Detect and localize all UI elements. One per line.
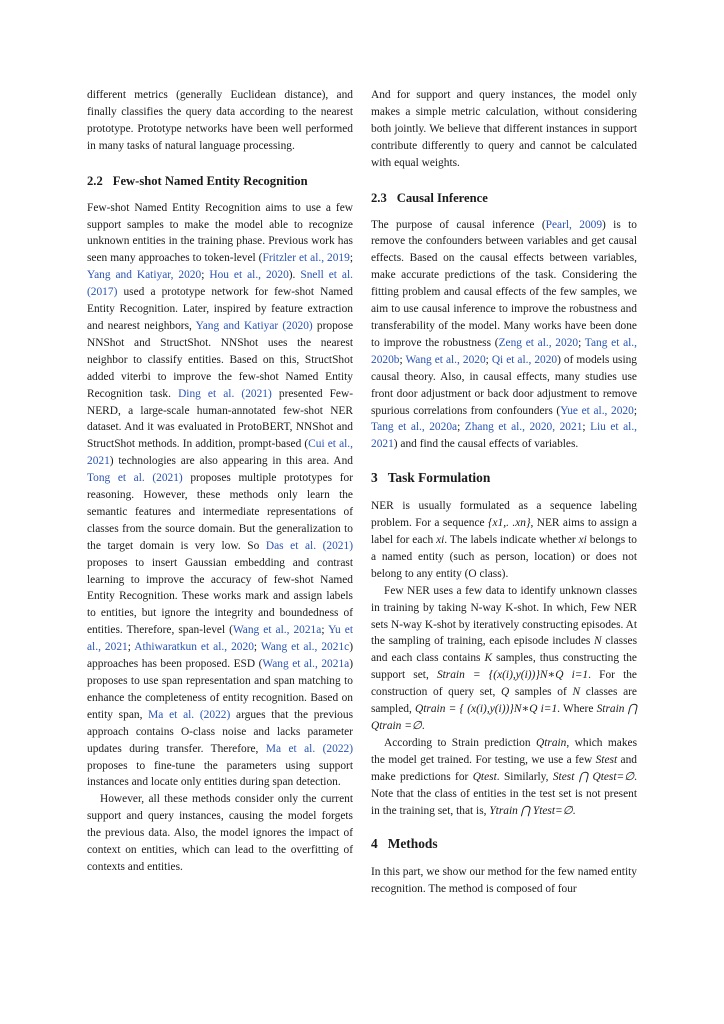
math-expression: Ytrain ⋂ Ytest=∅ bbox=[489, 804, 573, 817]
related-work-paragraph: Few-shot Named Entity Recognition aims to use a few support samples to make the model able to recognize unknown entities in the training phase. Previous work has seen many approaches to token-level (Fritzler et al., 2019; Yang and Katiyar, 2020; Hou et al., 2020). Snell et al. (2017) used a prototype network for few-shot Named Entity Recognition. Later, inspired by feature extraction and nearest neighbors, Yang and Katiyar (2020) propose NNShot and StructShot. NNShot uses the nearest neighbor to classify entities. Based on this, StructShot added viterbi to improve the few-shot Named Entity Recognition task. Ding et al. (2021) presented Few-NERD, a large-scale human-annotated few-shot NER dataset. And it was evaluated in ProtoBERT, NNShot and StructShot methods. In addition, prompt-based (Cui et al., 2021) technologies are also appearing in this area. And Tong et al. (2021) proposes multiple prototypes for reasoning. However, these methods only learn the semantic features and intermediate representations of classes from the source domain. But the generalization to the target domain is very low. So Das et al. (2021) proposes to insert Gaussian embedding and contrast learning to improve the accuracy of few-shot Named Entity Recognition. These works mark and assign labels to entities, but ignore the integrity and boundedness of entities. Therefore, span-level (Wang et al., 2021a; Yu et al., 2021; Athiwaratkun et al., 2020; Wang et al., 2021c) approaches has been proposed. ESD (Wang et al., 2021a) proposes to use span representation and span matching to enhance the completeness of entity recognition. Based on entity span, Ma et al. (2022) argues that the previous approach contains O-class noise and lacks parameter updates during transfer. Therefore, Ma et al. (2022) proposes to fine-tune the parameters using support instances and locate only entities during span detection. bbox=[87, 201, 354, 789]
task-paragraph-2: Few NER uses a few data to identify unknown classes in training by taking N-way K-shot. In which, Few NER sets N-way K-shot by iteratively constructing episodes. At the sampling of training, each episode includes N classes and each class contains K samples, thus constructing the support set, Strain = {(x(i),y(i))}N∗Q i=1. For the construction of query set, Q samples of N classes are sampled, Qtrain = { (x(i),y(i))}N∗Q i=1. Where Strain ⋂ Qtrain =∅. bbox=[371, 584, 637, 732]
section-3-heading bbox=[371, 470, 637, 486]
section-title: Few-shot Named Entity Recognition bbox=[112, 173, 308, 188]
section-number: 2.3 bbox=[371, 190, 387, 205]
section-2-3-heading bbox=[371, 190, 637, 206]
math-expression: {x1,. .xn} bbox=[487, 517, 531, 530]
causal-inference-paragraph: The purpose of causal inference (Pearl, 2009) is to remove the confounders between variables and get causal effects. Based on the causal effects between variables, make accurate predictions of the task. Considering the fitting problem and causal effects of the few samples, we aim to use causal inference to improve the robustness and transferability of the model. Many works have been done to improve the robustness (Zeng et al., 2020; Tang et al., 2020b; Wang et al., 2020; Qi et al., 2020) of models using causal theory. Also, in causal effects, many studies use front door adjustment or back door adjustment to remove spurious correlations from confounders (Yue et al., 2020; Tang et al., 2020a; Zhang et al., 2020, 2021; Liu et al., 2021) and find the causal effects of variables. bbox=[371, 218, 638, 451]
left-column bbox=[87, 87, 353, 876]
math-expression: Qtrain = { (x(i),y(i))}N∗Q i=1 bbox=[415, 703, 558, 716]
citation-link[interactable]: Fritzler et al., 2019 bbox=[262, 252, 350, 265]
section-number: 3 bbox=[371, 470, 378, 486]
math-expression: Stest bbox=[595, 753, 618, 766]
citation-link[interactable]: Wang et al., 2021a bbox=[232, 624, 322, 637]
math-expression: xi bbox=[578, 534, 587, 547]
citation-link[interactable]: Wang et al., 2020 bbox=[405, 353, 486, 366]
citation-link[interactable]: Yue et al., 2020 bbox=[560, 404, 634, 417]
limitations-paragraph: However, all these methods consider only the current support and query instances, causing the model forgets the previous data. Also, the model ignores the impact of context on entities, which can lead to the overfitting of contexts and entities. bbox=[87, 793, 353, 873]
citation-link[interactable]: Wang et al., 2021c bbox=[260, 641, 350, 654]
citation-link[interactable]: Pearl, 2009 bbox=[545, 218, 603, 231]
section-number: 2.2 bbox=[87, 173, 103, 188]
math-expression: Q bbox=[500, 686, 510, 699]
section-4-heading bbox=[371, 836, 637, 852]
citation-link[interactable]: Qi et al., 2020 bbox=[491, 353, 558, 366]
methods-paragraph: In this part, we show our method for the few named entity recognition. The method is composed of four bbox=[371, 866, 637, 896]
intro-paragraph: And for support and query instances, the model only makes a simple metric calculation, without considering both jointly. We believe that different instances in support contribute differently to query and cannot be calculated with equal weights. bbox=[371, 89, 637, 169]
math-expression: Strain ⋂ Qtrain =∅ bbox=[371, 703, 637, 732]
citation-link[interactable]: Snell et al. (2017) bbox=[87, 269, 354, 299]
math-expression: Stest ⋂ Qtest=∅ bbox=[552, 770, 635, 783]
task-paragraph-3: According to Strain prediction Qtrain, which makes the model get trained. For testing, we use a few Stest and make predictions for Qtest. Similarly, Stest ⋂ Qtest=∅. Note that the class of entities in the test set is not present in the training set, that is, Ytrain ⋂ Ytest=∅. bbox=[371, 736, 638, 817]
math-expression: N bbox=[572, 686, 581, 699]
section-title: Task Formulation bbox=[387, 470, 491, 486]
section-title: Causal Inference bbox=[396, 190, 488, 205]
section-title: Methods bbox=[387, 836, 438, 852]
citation-link[interactable]: Das et al. (2021) bbox=[265, 539, 353, 552]
citation-link[interactable]: Yang and Katiyar (2020) bbox=[195, 319, 313, 332]
intro-paragraph: different metrics (generally Euclidean distance), and finally classifies the query data according to the nearest prototype. Prototype networks have been well performed in many tasks of natural language processing. bbox=[87, 89, 353, 152]
citation-link[interactable]: Tang et al., 2020a bbox=[371, 421, 458, 434]
citation-link[interactable]: Yu et al., 2021 bbox=[87, 624, 353, 654]
section-number: 4 bbox=[371, 836, 378, 852]
citation-link[interactable]: Wang et al., 2021a bbox=[262, 658, 350, 671]
citation-link[interactable]: Yang and Katiyar, 2020 bbox=[87, 269, 202, 282]
citation-link[interactable]: Zeng et al., 2020 bbox=[498, 336, 579, 349]
citation-link[interactable]: Hou et al., 2020 bbox=[209, 269, 289, 282]
citation-link[interactable]: Ma et al. (2022) bbox=[148, 708, 231, 721]
citation-link[interactable]: Zhang et al., 2020, 2021 bbox=[464, 421, 583, 434]
citation-link[interactable]: Cui et al., 2021 bbox=[87, 438, 353, 468]
math-expression: Qtest bbox=[472, 770, 497, 783]
section-2-2-heading bbox=[87, 173, 353, 189]
citation-link[interactable]: Athiwaratkun et al., 2020 bbox=[134, 641, 254, 654]
math-expression: Strain = {(x(i),y(i))}N∗Q i=1 bbox=[436, 669, 589, 682]
citation-link[interactable]: Liu et al., 2021 bbox=[371, 421, 638, 451]
math-expression: N bbox=[594, 635, 602, 648]
math-expression: xi bbox=[436, 534, 445, 547]
right-column bbox=[371, 87, 637, 898]
math-expression: Qtrain bbox=[536, 736, 567, 749]
math-expression: K bbox=[484, 652, 493, 665]
citation-link[interactable]: Tong et al. (2021) bbox=[87, 472, 183, 485]
citation-link[interactable]: Ding et al. (2021) bbox=[178, 387, 272, 400]
task-paragraph-1: NER is usually formulated as a sequence labeling problem. For a sequence {x1,. .xn}, NER aims to assign a label for each xi. The labels indicate whether xi belongs to a named entity (such as person, location) or does not belong to any entity (O class). bbox=[371, 500, 637, 580]
citation-link[interactable]: Tang et al., 2020b bbox=[371, 336, 638, 366]
citation-link[interactable]: Ma et al. (2022) bbox=[265, 742, 354, 755]
